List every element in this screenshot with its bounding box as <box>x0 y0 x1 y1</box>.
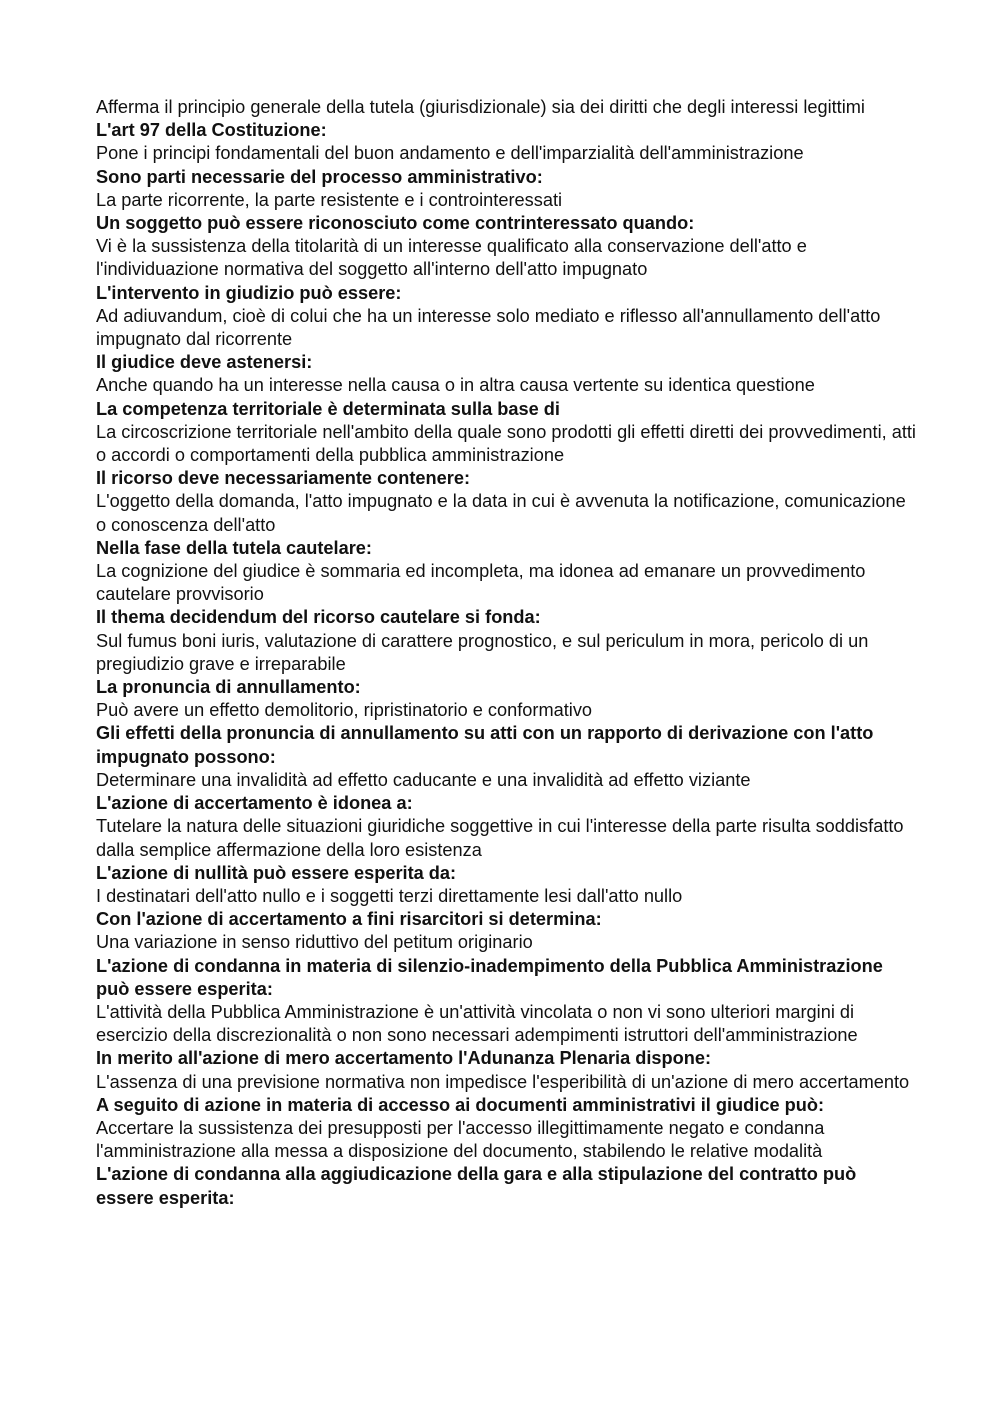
answer-text: Ad adiuvandum, cioè di colui che ha un interesse solo mediato e riflesso all'annullamento dell'atto impugnato dal ricorrente <box>96 305 881 350</box>
question-heading: Nella fase della tutela cautelare: <box>96 537 372 558</box>
answer-text: La parte ricorrente, la parte resistente e i controinteressati <box>96 189 563 210</box>
answer-text: La circoscrizione territoriale nell'ambito della quale sono prodotti gli effetti diretti dei provvedimenti, atti o accordi o comportamenti della pubblica amministrazione <box>96 421 916 466</box>
answer-text: Determinare una invalidità ad effetto caducante e una invalidità ad effetto viziante <box>96 769 751 790</box>
question-heading: A seguito di azione in materia di accesso ai documenti amministrativi il giudice può: <box>96 1094 824 1115</box>
answer-text: L'assenza di una previsione normativa non impedisce l'esperibilità di un'azione di mero accertamento <box>96 1071 910 1092</box>
question-heading: La competenza territoriale è determinata sulla base di <box>96 398 560 419</box>
question-heading: La pronuncia di annullamento: <box>96 677 361 698</box>
question-heading: Gli effetti della pronuncia di annullamento su atti con un rapporto di derivazione con l'atto impugnato possono: <box>96 723 874 767</box>
question-heading: L'azione di nullità può essere esperita da: <box>96 862 457 883</box>
question-heading: Con l'azione di accertamento a fini risarcitori si determina: <box>96 909 602 930</box>
answer-text: L'oggetto della domanda, l'atto impugnato e la data in cui è avvenuta la notificazione, comunicazione o conoscenza dell'atto <box>96 491 906 535</box>
question-heading: L'azione di accertamento è idonea a: <box>96 793 413 814</box>
answer-text: I destinatari dell'atto nullo e i soggetti terzi direttamente lesi dall'atto nullo <box>96 885 683 906</box>
question-heading: In merito all'azione di mero accertamento l'Adunanza Plenaria dispone: <box>96 1048 712 1069</box>
answer-text: L'attività della Pubblica Amministrazione è un'attività vincolata o non vi sono ulteriori margini di esercizio della discrezionalità o non sono necessari adempimenti istruttori dell'amministrazione <box>96 1001 858 1046</box>
document-page <box>96 96 916 1210</box>
question-heading: L'azione di condanna in materia di silenzio-inadempimento della Pubblica Amministrazione può essere esperita: <box>96 955 883 999</box>
question-heading: Sono parti necessarie del processo amministrativo: <box>96 166 543 187</box>
question-heading: Il giudice deve astenersi: <box>96 352 313 373</box>
answer-text: La cognizione del giudice è sommaria ed incompleta, ma idonea ad emanare un provvedimento cautelare provvisorio <box>96 561 866 605</box>
answer-text: Vi è la sussistenza della titolarità di un interesse qualificato alla conservazione dell'atto e l'individuazione normativa del soggetto all'interno dell'atto impugnato <box>96 236 807 280</box>
question-heading: L'azione di condanna alla aggiudicazione della gara e alla stipulazione del contratto può essere esperita: <box>96 1164 857 1208</box>
question-heading: L'art 97 della Costituzione: <box>96 120 327 141</box>
question-heading: Il thema decidendum del ricorso cautelare si fonda: <box>96 607 541 628</box>
answer-text: Può avere un effetto demolitorio, ripristinatorio e conformativo <box>96 700 593 721</box>
answer-text: Afferma il principio generale della tutela (giurisdizionale) sia dei diritti che degli interessi legittimi <box>96 97 865 117</box>
answer-text: Una variazione in senso riduttivo del petitum originario <box>96 932 533 953</box>
answer-text: Tutelare la natura delle situazioni giuridiche soggettive in cui l'interesse della parte risulta soddisfatto dalla semplice affermazione della loro esistenza <box>96 816 904 860</box>
answer-text: Anche quando ha un interesse nella causa o in altra causa vertente su identica questione <box>96 375 815 396</box>
answer-text: Sul fumus boni iuris, valutazione di carattere prognostico, e sul periculum in mora, pericolo di un pregiudizio grave e irreparabile <box>96 630 869 674</box>
question-heading: L'intervento in giudizio può essere: <box>96 282 402 303</box>
answer-text: Pone i principi fondamentali del buon andamento e dell'imparzialità dell'amministrazione <box>96 143 804 164</box>
question-heading: Il ricorso deve necessariamente contenere: <box>96 468 471 489</box>
question-heading: Un soggetto può essere riconosciuto come contrinteressato quando: <box>96 213 695 234</box>
answer-text: Accertare la sussistenza dei presupposti per l'accesso illegittimamente negato e condanna l'amministrazione alla messa a disposizione del documento, stabilendo le relative modalità <box>96 1117 825 1162</box>
